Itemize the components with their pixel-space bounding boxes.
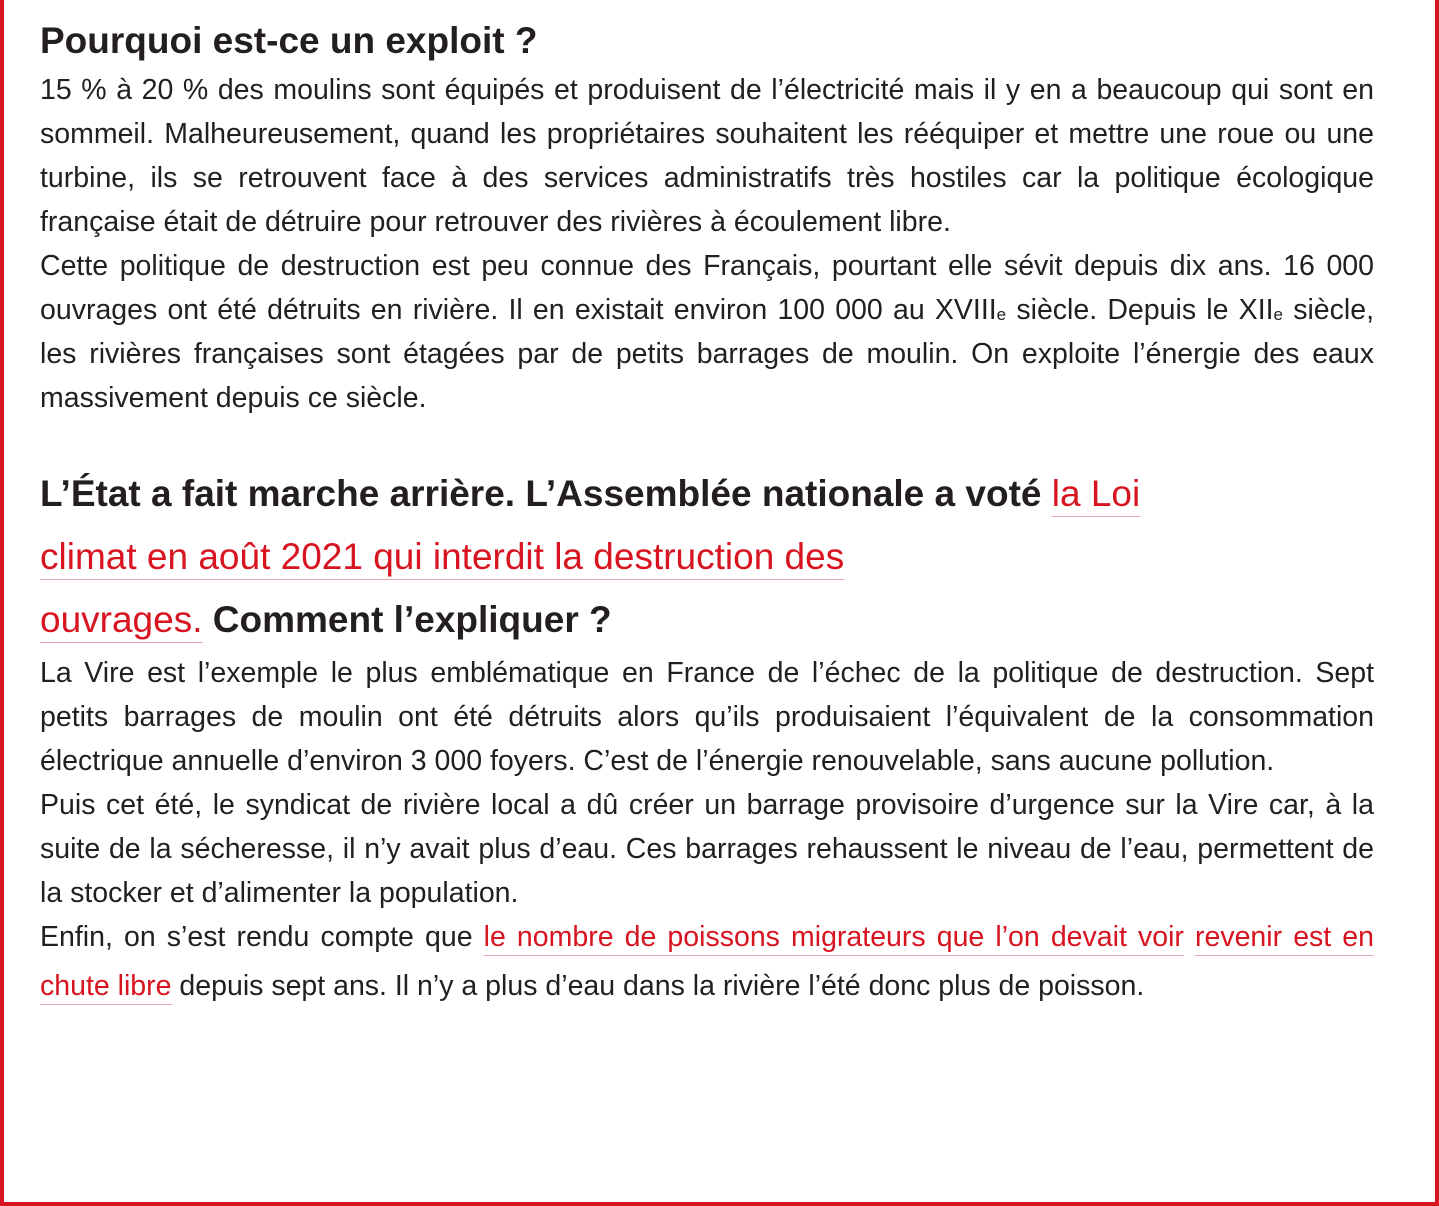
loi-climat-link[interactable]: la Loi: [1052, 473, 1140, 517]
paragraph-politique-destruction: [40, 244, 1374, 420]
text-segment: Enfin, on s’est rendu compte que: [40, 921, 484, 953]
poissons-migrateurs-link[interactable]: le nombre de poissons migrateurs que l’on devait voir: [484, 921, 1184, 956]
section-heading-loi-climat: [40, 462, 1374, 651]
poissons-migrateurs-link[interactable]: revenir est en chute libre: [40, 921, 1374, 1005]
text-segment: Cette politique de destruction est peu connue des Français, pourtant elle sévit depuis dix ans. 16 000 ouvrages ont été détruits en rivière. Il en existait environ 100 000 au XVIII: [40, 250, 1374, 326]
heading-text: L’État a fait marche arrière. L’Assemblée nationale a voté: [40, 473, 1052, 514]
text-segment: depuis sept ans. Il n’y a plus d’eau dans la rivière l’été donc plus de poisson.: [171, 970, 1145, 1002]
ordinal-suffix: e: [996, 305, 1007, 324]
article-body: [40, 14, 1374, 1011]
paragraph-la-vire: La Vire est l’exemple le plus emblématique en France de l’échec de la politique de destruction. Sept petits barrages de moulin ont été détruits alors qu’ils produisaient l’équivalent de la consommation électrique annuelle d’environ 3 000 foyers. C’est de l’énergie renouvelable, sans aucune pollution.: [40, 657, 1374, 777]
paragraph-moulins-equipes: 15 % à 20 % des moulins sont équipés et produisent de l’électricité mais il y en a beaucoup qui sont en sommeil. Malheureusement, quand les propriétaires souhaitent les rééquiper et mettre une roue ou une turbine, ils se retrouvent face à des services administratifs très hostiles car la politique écologique française était de détruire pour retrouver des rivières à écoulement libre.: [40, 74, 1374, 238]
ordinal-suffix: e: [1273, 305, 1283, 324]
text-segment: siècle. Depuis le XII: [1006, 294, 1274, 326]
section-spacer: [40, 420, 1374, 462]
loi-climat-link[interactable]: climat en août 2021 qui interdit la destruction des: [40, 536, 844, 580]
text-segment: siècle, les rivières françaises sont étagées par de petits barrages de moulin. On exploite l’énergie des eaux massivement depuis ce siècle.: [40, 294, 1374, 414]
paragraph-barrage-provisoire: Puis cet été, le syndicat de rivière local a dû créer un barrage provisoire d’urgence sur la Vire car, à la suite de la sécheresse, il n’y avait plus d’eau. Ces barrages rehaussent le niveau de l’eau, permettent de la stocker et d’alimenter la population.: [40, 789, 1374, 909]
section-heading-exploit: Pourquoi est-ce un exploit ?: [40, 20, 538, 61]
paragraph-poissons-migrateurs: [40, 913, 1374, 1011]
loi-climat-link[interactable]: ouvrages.: [40, 599, 203, 643]
heading-text: Comment l’expliquer ?: [202, 599, 612, 640]
